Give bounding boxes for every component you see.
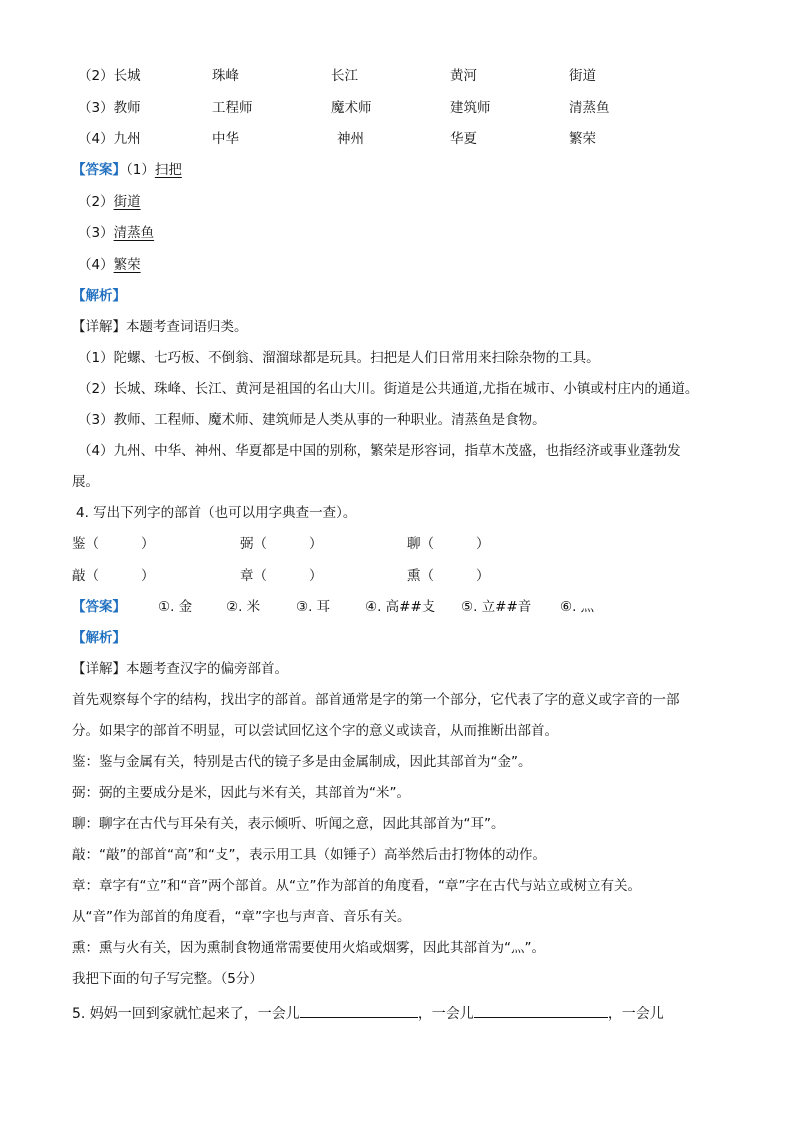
analysis-tag: 【解析】 (72, 288, 126, 304)
row-item: 华夏 (450, 131, 477, 147)
row-item: 中华 (212, 131, 239, 147)
analysis-tag: 【解析】 (72, 630, 126, 646)
answer-prefix: （3） (78, 225, 114, 241)
fill-blank[interactable] (474, 1003, 608, 1018)
answer-value: ④. 高##攴 (365, 599, 436, 615)
analysis-paragraph: 敲：“敲”的部首“高”和“攴”，表示用工具（如锤子）高举然后击打物体的动作。 (72, 847, 546, 863)
char-prompt: 敲（ ） (72, 568, 155, 584)
sentence-start: 5. 妈妈一回到家就忙起来了，一会儿 (72, 1006, 300, 1022)
char-prompt: 聊（ ） (407, 536, 490, 552)
answer-tag: 【答案】 (72, 599, 126, 615)
row-label: （2）长城 (78, 68, 141, 84)
char-prompt: 章（ ） (240, 568, 323, 584)
analysis-paragraph: （2）长城、珠峰、长江、黄河是祖国的名山大川。街道是公共通道,尤指在城市、小镇或村庄内的通道。 (78, 381, 699, 397)
row-item: 长江 (331, 68, 358, 84)
answer-prefix: （2） (78, 194, 114, 210)
detail-tag: 【详解】 (72, 319, 126, 335)
detail-text: 本题考查词语归类。 (126, 319, 248, 335)
analysis-paragraph: （4）九州、中华、神州、华夏都是中国的别称，繁荣是形容词，指草木茂盛，也指经济或事业蓬勃发 (78, 443, 681, 459)
row-item: 神州 (337, 131, 364, 147)
char-prompt: 鉴（ ） (72, 536, 155, 552)
analysis-paragraph: 弼：弼的主要成分是米，因此与米有关，其部首为“米”。 (72, 785, 410, 801)
row-item: 建筑师 (450, 100, 491, 116)
row-item: 魔术师 (331, 100, 372, 116)
detail-text: 本题考查汉字的偏旁部首。 (126, 661, 288, 677)
answer-value: ③. 耳 (296, 599, 331, 615)
answer-line-4 (78, 256, 141, 274)
answer-value: 街道 (113, 194, 141, 210)
analysis-paragraph: （3）教师、工程师、魔术师、建筑师是人类从事的一种职业。清蒸鱼是食物。 (78, 412, 546, 428)
sentence-mid: ，一会儿 (417, 1006, 474, 1022)
analysis-paragraph: 聊：聊字在古代与耳朵有关，表示倾听、听闻之意，因此其部首为“耳”。 (72, 816, 505, 832)
question-5 (72, 1003, 664, 1023)
answer-value: 繁荣 (113, 257, 141, 273)
answer-value: 清蒸鱼 (113, 225, 155, 241)
answer-value: ①. 金 (158, 599, 193, 615)
analysis-paragraph: 展。 (72, 474, 99, 490)
answer-value: ⑤. 立##音 (461, 599, 532, 615)
detail-line (72, 318, 248, 336)
analysis-paragraph: （1）陀螺、七巧板、不倒翁、溜溜球都是玩具。扫把是人们日常用来扫除杂物的工具。 (78, 350, 600, 366)
row-item: 珠峰 (212, 68, 239, 84)
row-item: 街道 (569, 68, 596, 84)
row-item: 繁荣 (569, 131, 596, 147)
analysis-heading (72, 629, 126, 647)
answer-tag: 【答案】 (72, 162, 126, 178)
row-item: 黄河 (450, 68, 477, 84)
analysis-paragraph: 从“音”作为部首的角度看，“章”字也与声音、音乐有关。 (72, 909, 411, 925)
detail-tag: 【详解】 (72, 661, 126, 677)
answer-line-1 (72, 161, 182, 179)
answer-prefix: （4） (78, 257, 114, 273)
answer-prefix: （1） (126, 162, 155, 178)
analysis-paragraph: 鉴：鉴与金属有关，特别是古代的镜子多是由金属制成，因此其部首为“金”。 (72, 754, 532, 770)
section-intro: 我把下面的句子写完整。（5分） (72, 971, 263, 987)
sentence-end: ，一会儿 (607, 1006, 664, 1022)
row-label: （4）九州 (78, 131, 141, 147)
analysis-paragraph: 首先观察每个字的结构，找出字的部首。部首通常是字的第一个部分，它代表了字的意义或字音的一部 (72, 692, 680, 708)
answer-value: ⑥. 灬 (560, 599, 595, 615)
analysis-heading (72, 287, 126, 305)
row-item: 清蒸鱼 (569, 100, 610, 116)
answer-value: ②. 米 (226, 599, 261, 615)
analysis-paragraph: 分。如果字的部首不明显，可以尝试回忆这个字的意义或读音，从而推断出部首。 (72, 723, 558, 739)
analysis-paragraph: 章：章字有“立”和“音”两个部首。从“立”作为部首的角度看，“章”字在古代与站立或树立有关。 (72, 878, 641, 894)
answer-line-2 (78, 193, 141, 211)
fill-blank[interactable] (300, 1003, 418, 1018)
row-label: （3）教师 (78, 100, 141, 116)
analysis-paragraph: 熏：熏与火有关，因为熏制食物通常需要使用火焰或烟雾，因此其部首为“灬”。 (72, 940, 545, 956)
answer-line-3 (78, 224, 154, 242)
question-title: 4. 写出下列字的部首（也可以用字典查一查）。 (76, 505, 357, 521)
char-prompt: 熏（ ） (407, 568, 490, 584)
detail-line (72, 660, 288, 678)
answer-value: 扫把 (154, 162, 182, 178)
row-item: 工程师 (212, 100, 253, 116)
char-prompt: 弼（ ） (240, 536, 323, 552)
